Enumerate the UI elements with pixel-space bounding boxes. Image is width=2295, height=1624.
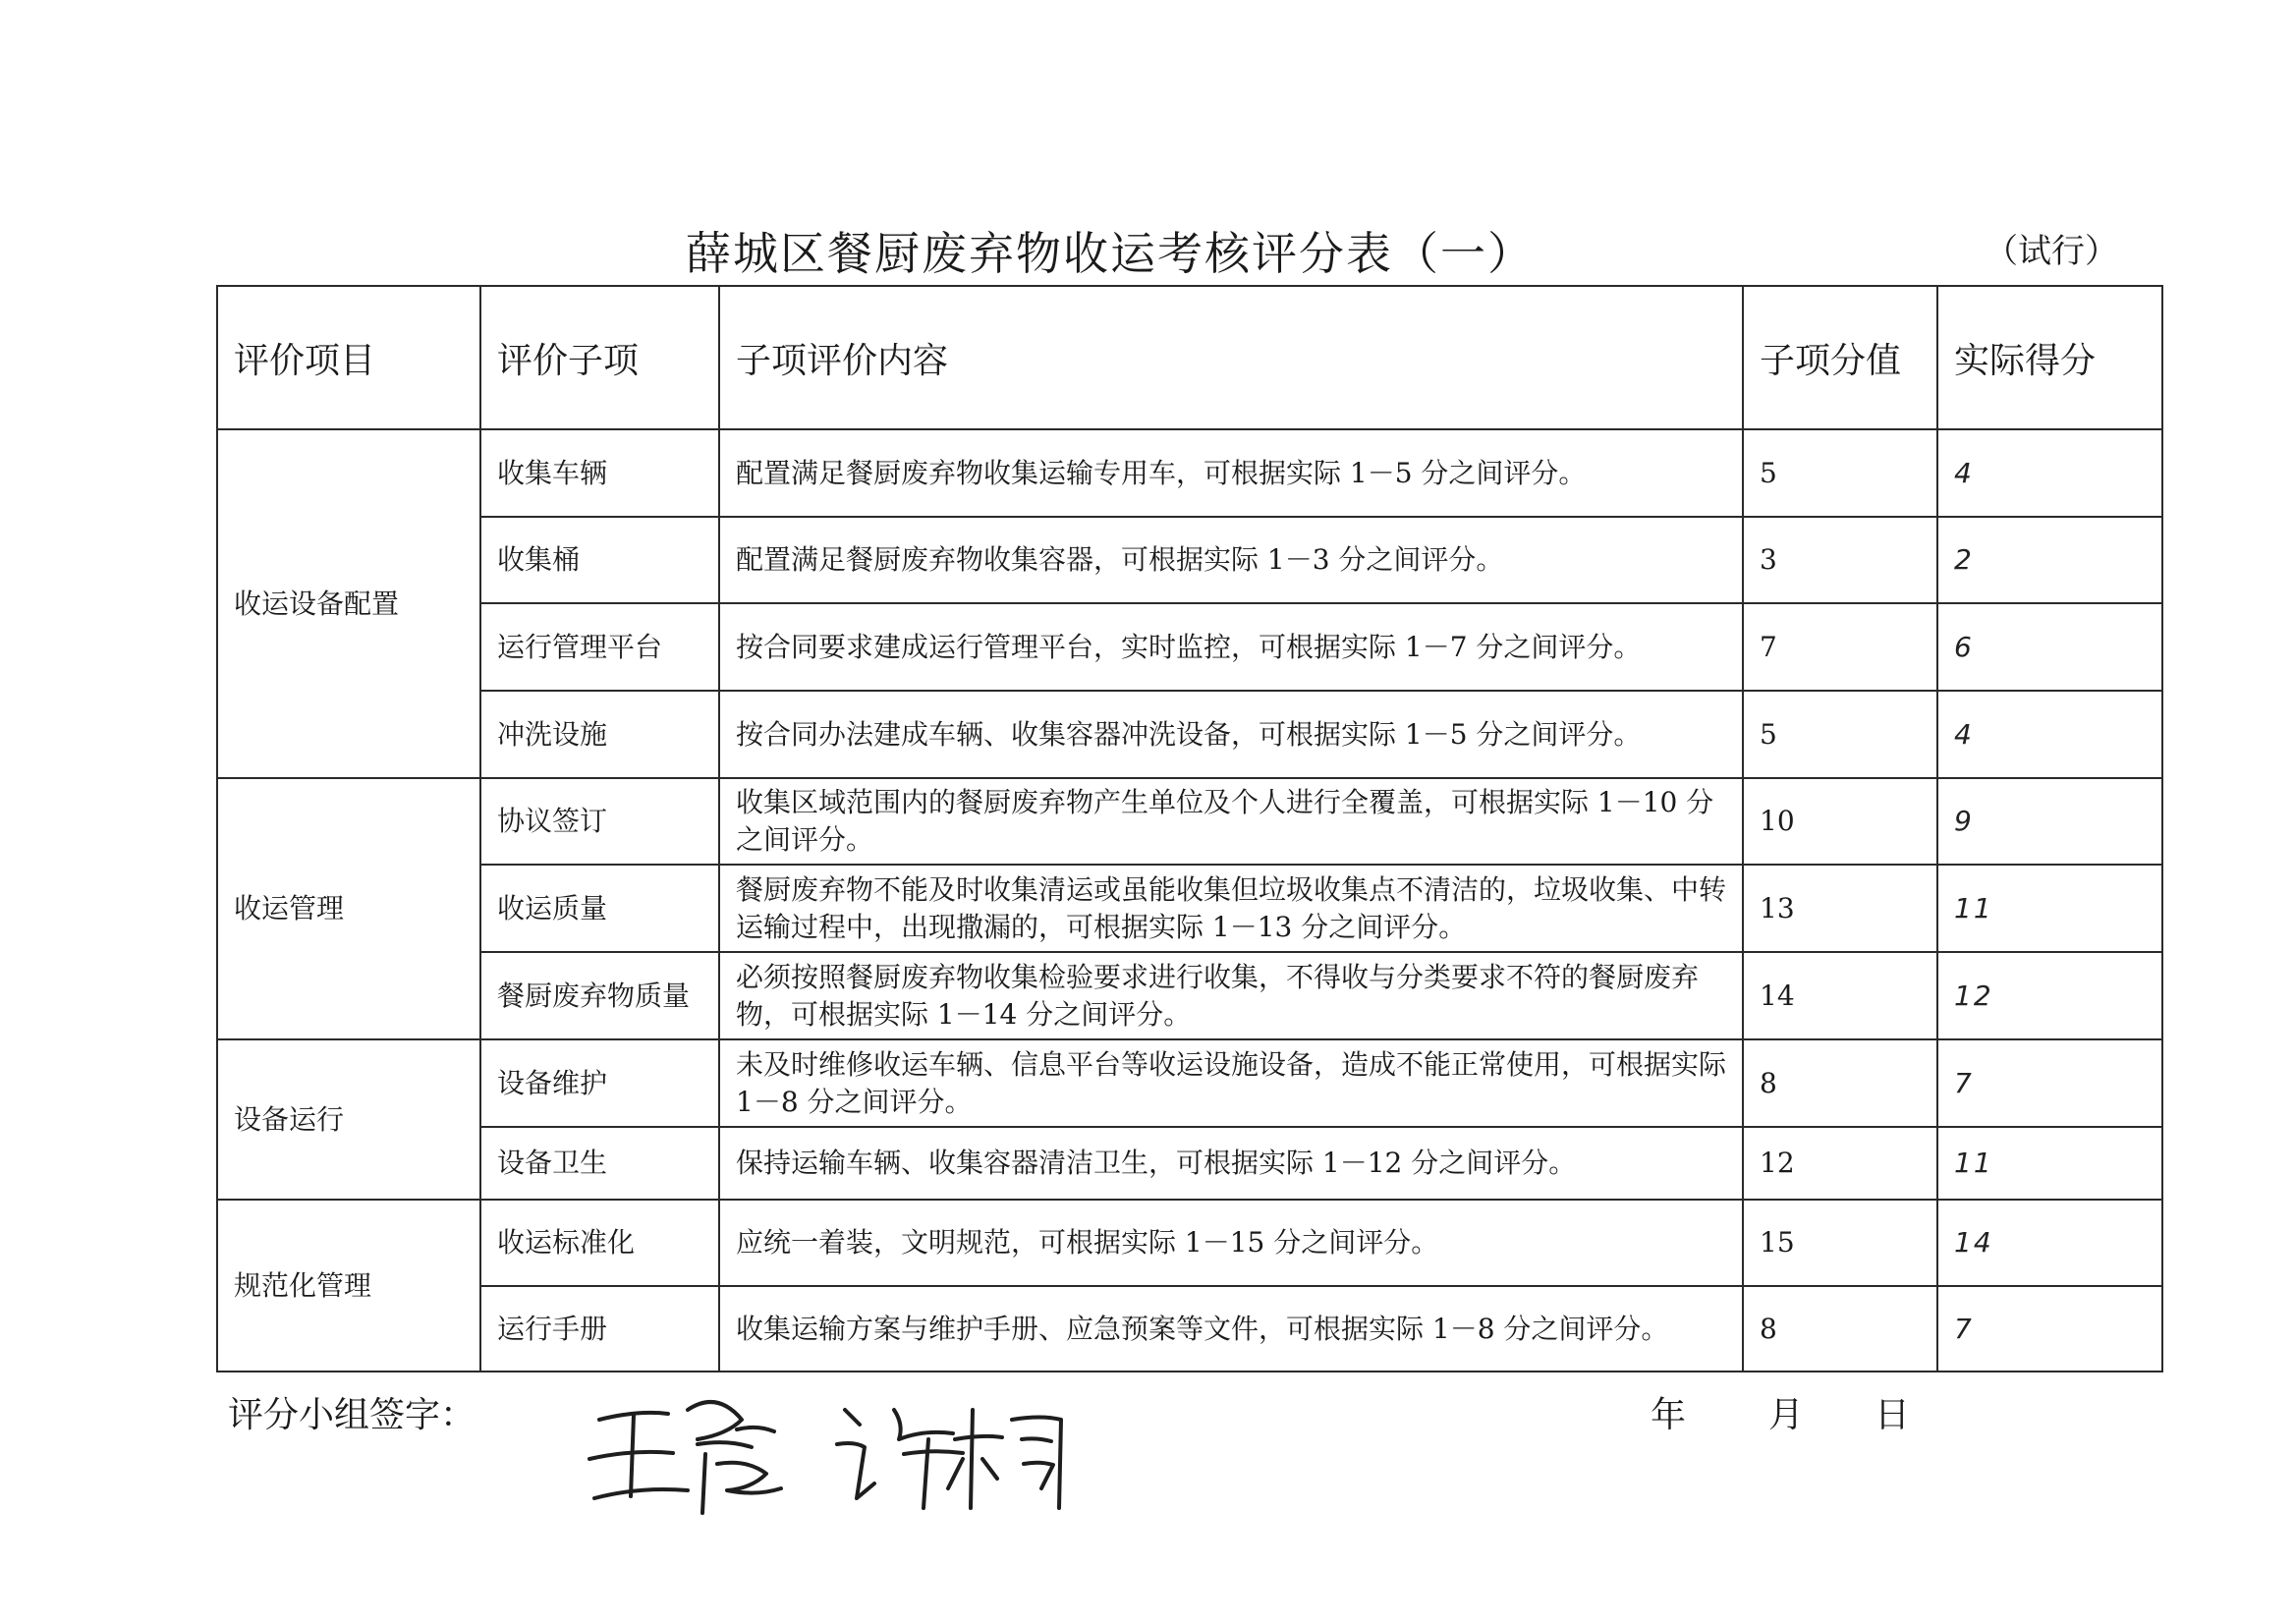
- sub-item: 餐厨废弃物质量: [480, 952, 719, 1039]
- sub-value: 13: [1743, 865, 1937, 952]
- table-row: [217, 429, 2162, 517]
- trial-label: （试行）: [1985, 232, 2118, 271]
- actual-score: 4: [1937, 429, 2162, 517]
- table-row: [217, 1200, 2162, 1286]
- sub-content: 配置满足餐厨废弃物收集容器，可根据实际 1－3 分之间评分。: [719, 517, 1743, 603]
- header-value: 子项分值: [1743, 286, 1937, 429]
- date-month-label: 月: [1768, 1395, 1805, 1435]
- sub-value: 10: [1743, 778, 1937, 865]
- header-content: 子项评价内容: [719, 286, 1743, 429]
- score-table: [216, 285, 2163, 1372]
- sub-item: 运行管理平台: [480, 603, 719, 691]
- sub-value: 7: [1743, 603, 1937, 691]
- header-item: 评价项目: [217, 286, 480, 429]
- table-row: [217, 865, 2162, 952]
- table-row: [217, 952, 2162, 1039]
- sub-content: 按合同要求建成运行管理平台，实时监控，可根据实际 1－7 分之间评分。: [719, 603, 1743, 691]
- sub-value: 14: [1743, 952, 1937, 1039]
- sign-label: 评分小组签字：: [228, 1395, 476, 1435]
- sub-value: 15: [1743, 1200, 1937, 1286]
- sub-content: 配置满足餐厨废弃物收集运输专用车，可根据实际 1－5 分之间评分。: [719, 429, 1743, 517]
- sub-item: 运行手册: [480, 1286, 719, 1372]
- page-title: 薛城区餐厨废弃物收运考核评分表（一）: [686, 227, 1535, 280]
- actual-score: 12: [1937, 952, 2162, 1039]
- table-row: [217, 603, 2162, 691]
- header-score: 实际得分: [1937, 286, 2162, 429]
- sub-value: 5: [1743, 691, 1937, 778]
- sub-item: 收运质量: [480, 865, 719, 952]
- actual-score: 4: [1937, 691, 2162, 778]
- table-row: [217, 1286, 2162, 1372]
- sub-content: 未及时维修收运车辆、信息平台等收运设施设备，造成不能正常使用，可根据实际 1－8 分之间评分。: [719, 1039, 1743, 1127]
- sub-item: 设备卫生: [480, 1127, 719, 1200]
- actual-score: 6: [1937, 603, 2162, 691]
- sub-content: 收集区域范围内的餐厨废弃物产生单位及个人进行全覆盖，可根据实际 1－10 分之间评分。: [719, 778, 1743, 865]
- sub-value: 8: [1743, 1039, 1937, 1127]
- actual-score: 14: [1937, 1200, 2162, 1286]
- sub-item: 协议签订: [480, 778, 719, 865]
- sub-content: 应统一着装，文明规范，可根据实际 1－15 分之间评分。: [719, 1200, 1743, 1286]
- handwritten-signature: [580, 1380, 1071, 1518]
- table-row: [217, 1127, 2162, 1200]
- date-day-label: 日: [1875, 1395, 1911, 1435]
- table-row: [217, 778, 2162, 865]
- sub-content: 餐厨废弃物不能及时收集清运或虽能收集但垃圾收集点不清洁的，垃圾收集、中转运输过程中，出现撒漏的，可根据实际 1－13 分之间评分。: [719, 865, 1743, 952]
- actual-score: 7: [1937, 1039, 2162, 1127]
- sub-content: 必须按照餐厨废弃物收集检验要求进行收集，不得收与分类要求不符的餐厨废弃物，可根据实际 1－14 分之间评分。: [719, 952, 1743, 1039]
- sub-item: 收运标准化: [480, 1200, 719, 1286]
- sub-item: 收集车辆: [480, 429, 719, 517]
- sub-value: 5: [1743, 429, 1937, 517]
- table-row: [217, 1039, 2162, 1127]
- group-name: 收运管理: [217, 778, 480, 1039]
- group-name: 设备运行: [217, 1039, 480, 1200]
- sub-content: 收集运输方案与维护手册、应急预案等文件，可根据实际 1－8 分之间评分。: [719, 1286, 1743, 1372]
- actual-score: 11: [1937, 1127, 2162, 1200]
- date-year-label: 年: [1651, 1395, 1687, 1435]
- sub-value: 12: [1743, 1127, 1937, 1200]
- actual-score: 2: [1937, 517, 2162, 603]
- table-row: [217, 691, 2162, 778]
- group-name: 规范化管理: [217, 1200, 480, 1372]
- actual-score: 11: [1937, 865, 2162, 952]
- sub-item: 收集桶: [480, 517, 719, 603]
- sub-value: 8: [1743, 1286, 1937, 1372]
- group-name: 收运设备配置: [217, 429, 480, 778]
- actual-score: 9: [1937, 778, 2162, 865]
- table-row: [217, 517, 2162, 603]
- sub-content: 按合同办法建成车辆、收集容器冲洗设备，可根据实际 1－5 分之间评分。: [719, 691, 1743, 778]
- sub-content: 保持运输车辆、收集容器清洁卫生，可根据实际 1－12 分之间评分。: [719, 1127, 1743, 1200]
- sub-item: 冲洗设施: [480, 691, 719, 778]
- actual-score: 7: [1937, 1286, 2162, 1372]
- header-subitem: 评价子项: [480, 286, 719, 429]
- table-header-row: [217, 286, 2162, 429]
- sub-value: 3: [1743, 517, 1937, 603]
- sub-item: 设备维护: [480, 1039, 719, 1127]
